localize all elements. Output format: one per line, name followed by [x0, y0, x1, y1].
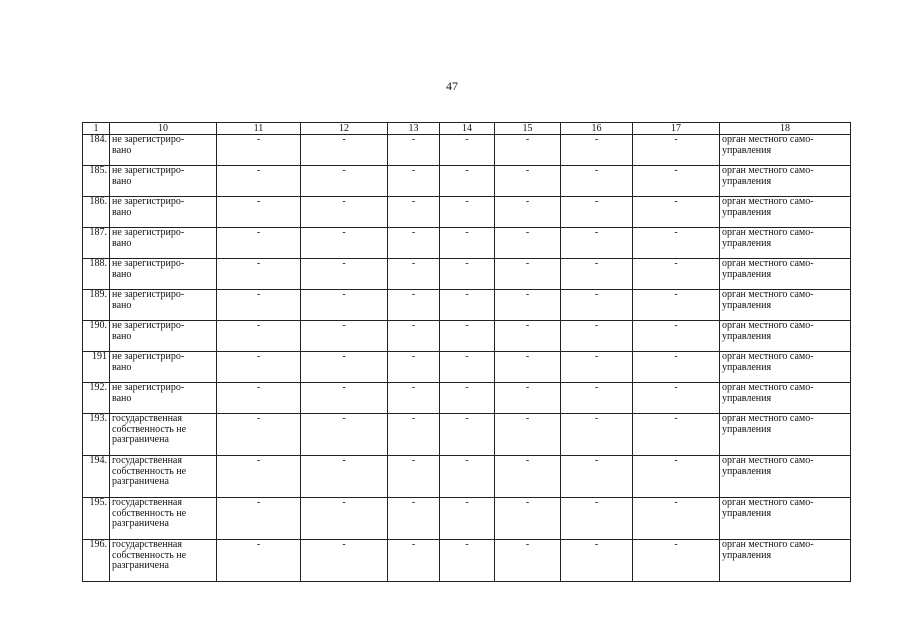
- authority-line: орган местного само-: [722, 289, 814, 300]
- empty-value-cell: -: [495, 290, 561, 321]
- empty-value-cell: -: [388, 540, 440, 582]
- status-line: собственность не: [112, 465, 187, 477]
- authority-line: управления: [722, 268, 772, 280]
- table-row: [83, 414, 851, 456]
- authority-cell: [720, 259, 851, 290]
- registration-status-cell: [110, 290, 217, 321]
- table-row: [83, 166, 851, 197]
- table-body: [83, 135, 851, 582]
- header-cell: 1: [83, 123, 110, 135]
- authority-cell: [720, 498, 851, 540]
- header-cell: 18: [720, 123, 851, 135]
- empty-value-cell: -: [440, 352, 495, 383]
- empty-value-cell: -: [495, 259, 561, 290]
- empty-value-cell: -: [301, 228, 388, 259]
- authority-line: управления: [722, 549, 772, 561]
- authority-cell: [720, 383, 851, 414]
- registration-status-cell: [110, 259, 217, 290]
- empty-value-cell: -: [301, 166, 388, 197]
- authority-line: управления: [722, 299, 772, 311]
- header-cell: 13: [388, 123, 440, 135]
- status-line: не зарегистриро-: [112, 258, 185, 269]
- header-cell: 11: [217, 123, 301, 135]
- authority-cell: [720, 540, 851, 582]
- registration-status-cell: [110, 197, 217, 228]
- authority-cell: [720, 197, 851, 228]
- row-number-cell: 189.: [83, 290, 110, 321]
- empty-value-cell: -: [388, 259, 440, 290]
- empty-value-cell: -: [217, 498, 301, 540]
- status-line: не зарегистриро-: [112, 289, 185, 300]
- registration-status-cell: [110, 498, 217, 540]
- empty-value-cell: -: [561, 166, 633, 197]
- authority-line: управления: [722, 392, 772, 404]
- authority-line: управления: [722, 465, 772, 477]
- status-line: не зарегистриро-: [112, 382, 185, 393]
- empty-value-cell: -: [217, 166, 301, 197]
- empty-value-cell: -: [495, 540, 561, 582]
- status-line: вано: [112, 206, 132, 218]
- empty-value-cell: -: [301, 414, 388, 456]
- authority-line: управления: [722, 144, 772, 156]
- empty-value-cell: -: [440, 197, 495, 228]
- empty-value-cell: -: [388, 228, 440, 259]
- status-line: государственная: [112, 455, 182, 466]
- row-number-cell: 185.: [83, 166, 110, 197]
- status-line: разграничена: [112, 476, 169, 487]
- empty-value-cell: -: [301, 456, 388, 498]
- authority-line: управления: [722, 507, 772, 519]
- header-cell: 16: [561, 123, 633, 135]
- status-line: вано: [112, 144, 132, 156]
- empty-value-cell: -: [301, 135, 388, 166]
- empty-value-cell: -: [633, 414, 720, 456]
- row-number-cell: 186.: [83, 197, 110, 228]
- empty-value-cell: -: [495, 414, 561, 456]
- empty-value-cell: -: [440, 290, 495, 321]
- table-row: [83, 228, 851, 259]
- empty-value-cell: -: [440, 321, 495, 352]
- authority-line: орган местного само-: [722, 165, 814, 176]
- empty-value-cell: -: [440, 228, 495, 259]
- row-number-cell: 194.: [83, 456, 110, 498]
- table-row: [83, 290, 851, 321]
- row-number-cell: 195.: [83, 498, 110, 540]
- row-number-cell: 184.: [83, 135, 110, 166]
- empty-value-cell: -: [217, 352, 301, 383]
- row-number-cell: 191: [83, 352, 110, 383]
- header-cell: 14: [440, 123, 495, 135]
- status-line: государственная: [112, 497, 182, 508]
- row-number-cell: 196.: [83, 540, 110, 582]
- empty-value-cell: -: [633, 259, 720, 290]
- empty-value-cell: -: [217, 540, 301, 582]
- authority-cell: [720, 456, 851, 498]
- row-number-cell: 193.: [83, 414, 110, 456]
- row-number-cell: 190.: [83, 321, 110, 352]
- empty-value-cell: -: [301, 540, 388, 582]
- status-line: собственность не: [112, 549, 187, 561]
- authority-line: орган местного само-: [722, 227, 814, 238]
- empty-value-cell: -: [561, 352, 633, 383]
- empty-value-cell: -: [561, 228, 633, 259]
- empty-value-cell: -: [561, 290, 633, 321]
- table-row: [83, 498, 851, 540]
- empty-value-cell: -: [561, 456, 633, 498]
- empty-value-cell: -: [495, 456, 561, 498]
- empty-value-cell: -: [440, 166, 495, 197]
- empty-value-cell: -: [561, 383, 633, 414]
- authority-line: орган местного само-: [722, 382, 814, 393]
- empty-value-cell: -: [561, 321, 633, 352]
- empty-value-cell: -: [633, 135, 720, 166]
- empty-value-cell: -: [217, 321, 301, 352]
- authority-line: орган местного само-: [722, 497, 814, 508]
- empty-value-cell: -: [388, 135, 440, 166]
- authority-line: управления: [722, 206, 772, 218]
- status-line: не зарегистриро-: [112, 196, 185, 207]
- status-line: вано: [112, 361, 132, 373]
- authority-line: управления: [722, 423, 772, 435]
- empty-value-cell: -: [440, 383, 495, 414]
- header-cell: 12: [301, 123, 388, 135]
- empty-value-cell: -: [440, 414, 495, 456]
- header-cell: 10: [110, 123, 217, 135]
- empty-value-cell: -: [388, 414, 440, 456]
- empty-value-cell: -: [217, 228, 301, 259]
- empty-value-cell: -: [388, 166, 440, 197]
- status-line: не зарегистриро-: [112, 351, 185, 362]
- status-line: не зарегистриро-: [112, 165, 185, 176]
- authority-cell: [720, 414, 851, 456]
- status-line: государственная: [112, 413, 182, 424]
- status-line: государственная: [112, 539, 182, 550]
- registration-status-cell: [110, 352, 217, 383]
- table-row: [83, 259, 851, 290]
- empty-value-cell: -: [495, 321, 561, 352]
- status-line: собственность не: [112, 423, 187, 435]
- authority-cell: [720, 352, 851, 383]
- status-line: вано: [112, 237, 132, 249]
- empty-value-cell: -: [495, 135, 561, 166]
- authority-line: орган местного само-: [722, 258, 814, 269]
- registration-status-cell: [110, 414, 217, 456]
- row-number-cell: 188.: [83, 259, 110, 290]
- empty-value-cell: -: [440, 498, 495, 540]
- empty-value-cell: -: [633, 290, 720, 321]
- status-line: вано: [112, 299, 132, 311]
- status-line: вано: [112, 268, 132, 280]
- registration-status-cell: [110, 166, 217, 197]
- authority-line: орган местного само-: [722, 351, 814, 362]
- table-row: [83, 321, 851, 352]
- empty-value-cell: -: [301, 383, 388, 414]
- empty-value-cell: -: [633, 352, 720, 383]
- status-line: не зарегистриро-: [112, 134, 185, 145]
- empty-value-cell: -: [495, 498, 561, 540]
- row-number-cell: 187.: [83, 228, 110, 259]
- status-line: собственность не: [112, 507, 187, 519]
- authority-line: орган местного само-: [722, 413, 814, 424]
- empty-value-cell: -: [217, 383, 301, 414]
- empty-value-cell: -: [301, 259, 388, 290]
- empty-value-cell: -: [388, 290, 440, 321]
- empty-value-cell: -: [301, 498, 388, 540]
- registration-status-cell: [110, 321, 217, 352]
- header-row: [83, 123, 851, 135]
- empty-value-cell: -: [633, 498, 720, 540]
- table-row: [83, 540, 851, 582]
- empty-value-cell: -: [388, 321, 440, 352]
- authority-line: управления: [722, 237, 772, 249]
- empty-value-cell: -: [301, 290, 388, 321]
- empty-value-cell: -: [217, 414, 301, 456]
- authority-line: орган местного само-: [722, 455, 814, 466]
- empty-value-cell: -: [633, 540, 720, 582]
- authority-line: орган местного само-: [722, 134, 814, 145]
- empty-value-cell: -: [217, 135, 301, 166]
- empty-value-cell: -: [217, 290, 301, 321]
- table-row: [83, 197, 851, 228]
- empty-value-cell: -: [495, 383, 561, 414]
- authority-cell: [720, 135, 851, 166]
- authority-cell: [720, 321, 851, 352]
- empty-value-cell: -: [388, 197, 440, 228]
- empty-value-cell: -: [495, 197, 561, 228]
- empty-value-cell: -: [440, 135, 495, 166]
- authority-line: орган местного само-: [722, 196, 814, 207]
- empty-value-cell: -: [633, 321, 720, 352]
- authority-line: орган местного само-: [722, 320, 814, 331]
- empty-value-cell: -: [217, 259, 301, 290]
- status-line: разграничена: [112, 518, 169, 529]
- table-row: [83, 352, 851, 383]
- empty-value-cell: -: [561, 135, 633, 166]
- status-line: вано: [112, 392, 132, 404]
- authority-line: управления: [722, 330, 772, 342]
- empty-value-cell: -: [301, 197, 388, 228]
- empty-value-cell: -: [301, 352, 388, 383]
- empty-value-cell: -: [388, 498, 440, 540]
- empty-value-cell: -: [388, 352, 440, 383]
- authority-cell: [720, 290, 851, 321]
- status-line: разграничена: [112, 560, 169, 571]
- empty-value-cell: -: [633, 228, 720, 259]
- table-row: [83, 383, 851, 414]
- empty-value-cell: -: [440, 259, 495, 290]
- empty-value-cell: -: [495, 352, 561, 383]
- registration-status-cell: [110, 135, 217, 166]
- status-line: вано: [112, 175, 132, 187]
- authority-line: орган местного само-: [722, 539, 814, 550]
- status-line: не зарегистриро-: [112, 320, 185, 331]
- empty-value-cell: -: [301, 321, 388, 352]
- empty-value-cell: -: [633, 383, 720, 414]
- empty-value-cell: -: [217, 197, 301, 228]
- registration-status-cell: [110, 383, 217, 414]
- empty-value-cell: -: [388, 383, 440, 414]
- empty-value-cell: -: [388, 456, 440, 498]
- empty-value-cell: -: [217, 456, 301, 498]
- status-line: вано: [112, 330, 132, 342]
- empty-value-cell: -: [561, 540, 633, 582]
- status-line: разграничена: [112, 434, 169, 445]
- empty-value-cell: -: [495, 166, 561, 197]
- authority-cell: [720, 166, 851, 197]
- registry-table: [82, 122, 851, 582]
- empty-value-cell: -: [633, 456, 720, 498]
- table-row: [83, 456, 851, 498]
- empty-value-cell: -: [633, 197, 720, 228]
- empty-value-cell: -: [633, 166, 720, 197]
- empty-value-cell: -: [561, 414, 633, 456]
- registration-status-cell: [110, 456, 217, 498]
- registration-status-cell: [110, 540, 217, 582]
- status-line: не зарегистриро-: [112, 227, 185, 238]
- empty-value-cell: -: [561, 197, 633, 228]
- empty-value-cell: -: [440, 456, 495, 498]
- row-number-cell: 192.: [83, 383, 110, 414]
- table-row: [83, 135, 851, 166]
- empty-value-cell: -: [561, 498, 633, 540]
- header-cell: 17: [633, 123, 720, 135]
- empty-value-cell: -: [440, 540, 495, 582]
- authority-line: управления: [722, 175, 772, 187]
- page-number: 47: [446, 79, 458, 93]
- registration-status-cell: [110, 228, 217, 259]
- header-cell: 15: [495, 123, 561, 135]
- authority-line: управления: [722, 361, 772, 373]
- empty-value-cell: -: [561, 259, 633, 290]
- authority-cell: [720, 228, 851, 259]
- empty-value-cell: -: [495, 228, 561, 259]
